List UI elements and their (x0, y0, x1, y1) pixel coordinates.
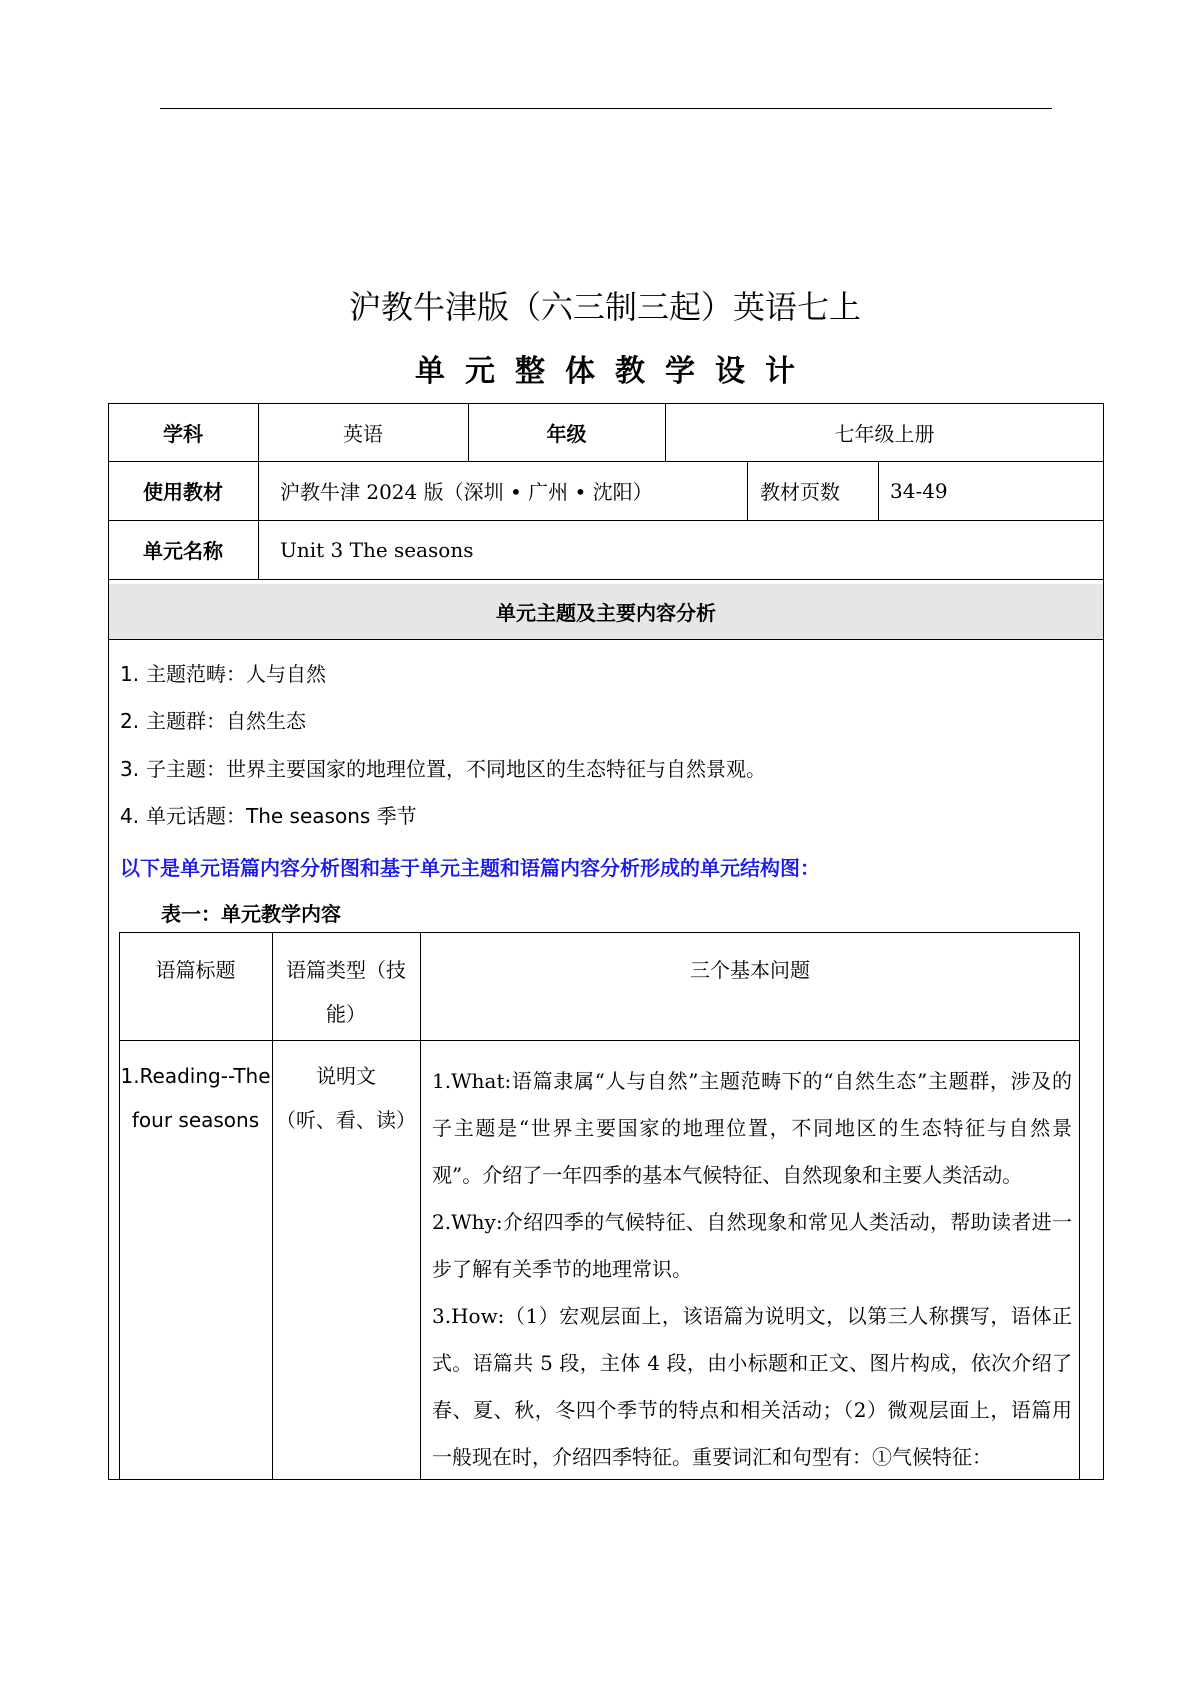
row-type: 说明文 （听、看、读） (276, 1064, 416, 1132)
row-questions (432, 1058, 1072, 1481)
col-divider (420, 932, 421, 1480)
textbook-value: 沪教牛津 2024 版（深圳 • 广州 • 沈阳） (280, 480, 653, 504)
how-paragraph: 3.How:（1）宏观层面上，该语篇为说明文，以第三人称撰写，语体正式。语篇共 5 段，主体 4 段，由小标题和正文、图片构成，依次介绍了春、夏、秋，冬四个季节的特点和相关活动；（2）微观层面上，语篇用一般现在时，介绍四季特征。重要词汇和句型有：①气候特征： (432, 1304, 1072, 1469)
header-rule (160, 108, 1052, 109)
row-divider (119, 1040, 1080, 1041)
list-item: 2. 主题群：自然生态 (120, 709, 306, 733)
header-title: 语篇标题 (155, 958, 236, 982)
pages-value: 34-49 (890, 478, 948, 503)
what-paragraph: 1.What:语篇隶属“人与自然”主题范畴下的“自然生态”主题群，涉及的子主题是“世界主要国家的地理位置，不同地区的生态特征与自然景观”。介绍了一年四季的基本气候特征、自然现象和主要人类活动。 (432, 1069, 1072, 1187)
col-divider (878, 461, 879, 520)
col-divider (747, 461, 748, 520)
unit-value: Unit 3 The seasons (280, 537, 474, 562)
row-divider (108, 579, 1104, 580)
section-heading: 单元主题及主要内容分析 (496, 601, 716, 625)
document-subtitle: 单元整体教学设计 (415, 354, 815, 389)
table-caption: 表一：单元教学内容 (161, 902, 341, 926)
subject-label: 学科 (163, 421, 203, 446)
document-title: 沪教牛津版（六三制三起）英语七上 (348, 288, 861, 326)
list-item: 4. 单元话题：The seasons 季节 (120, 804, 417, 828)
row-divider (108, 639, 1104, 640)
list-item: 1. 主题范畴：人与自然 (120, 662, 326, 686)
header-questions: 三个基本问题 (690, 958, 810, 982)
grade-value: 七年级上册 (834, 421, 935, 446)
row-title: 1.Reading--The four seasons (120, 1064, 271, 1132)
grade-label: 年级 (546, 421, 587, 446)
subject-value: 英语 (343, 421, 383, 446)
section-note: 以下是单元语篇内容分析图和基于单元主题和语篇内容分析形成的单元结构图： (120, 856, 820, 880)
why-paragraph: 2.Why:介绍四季的气候特征、自然现象和常见人类活动，帮助读者进一步了解有关季节的地理常识。 (432, 1210, 1072, 1281)
unit-label: 单元名称 (143, 539, 223, 563)
textbook-label: 使用教材 (143, 480, 223, 504)
pages-label: 教材页数 (760, 480, 840, 504)
list-item: 3. 子主题：世界主要国家的地理位置，不同地区的生态特征与自然景观。 (120, 757, 766, 781)
header-type: 语篇类型（技 能） (286, 958, 406, 1026)
